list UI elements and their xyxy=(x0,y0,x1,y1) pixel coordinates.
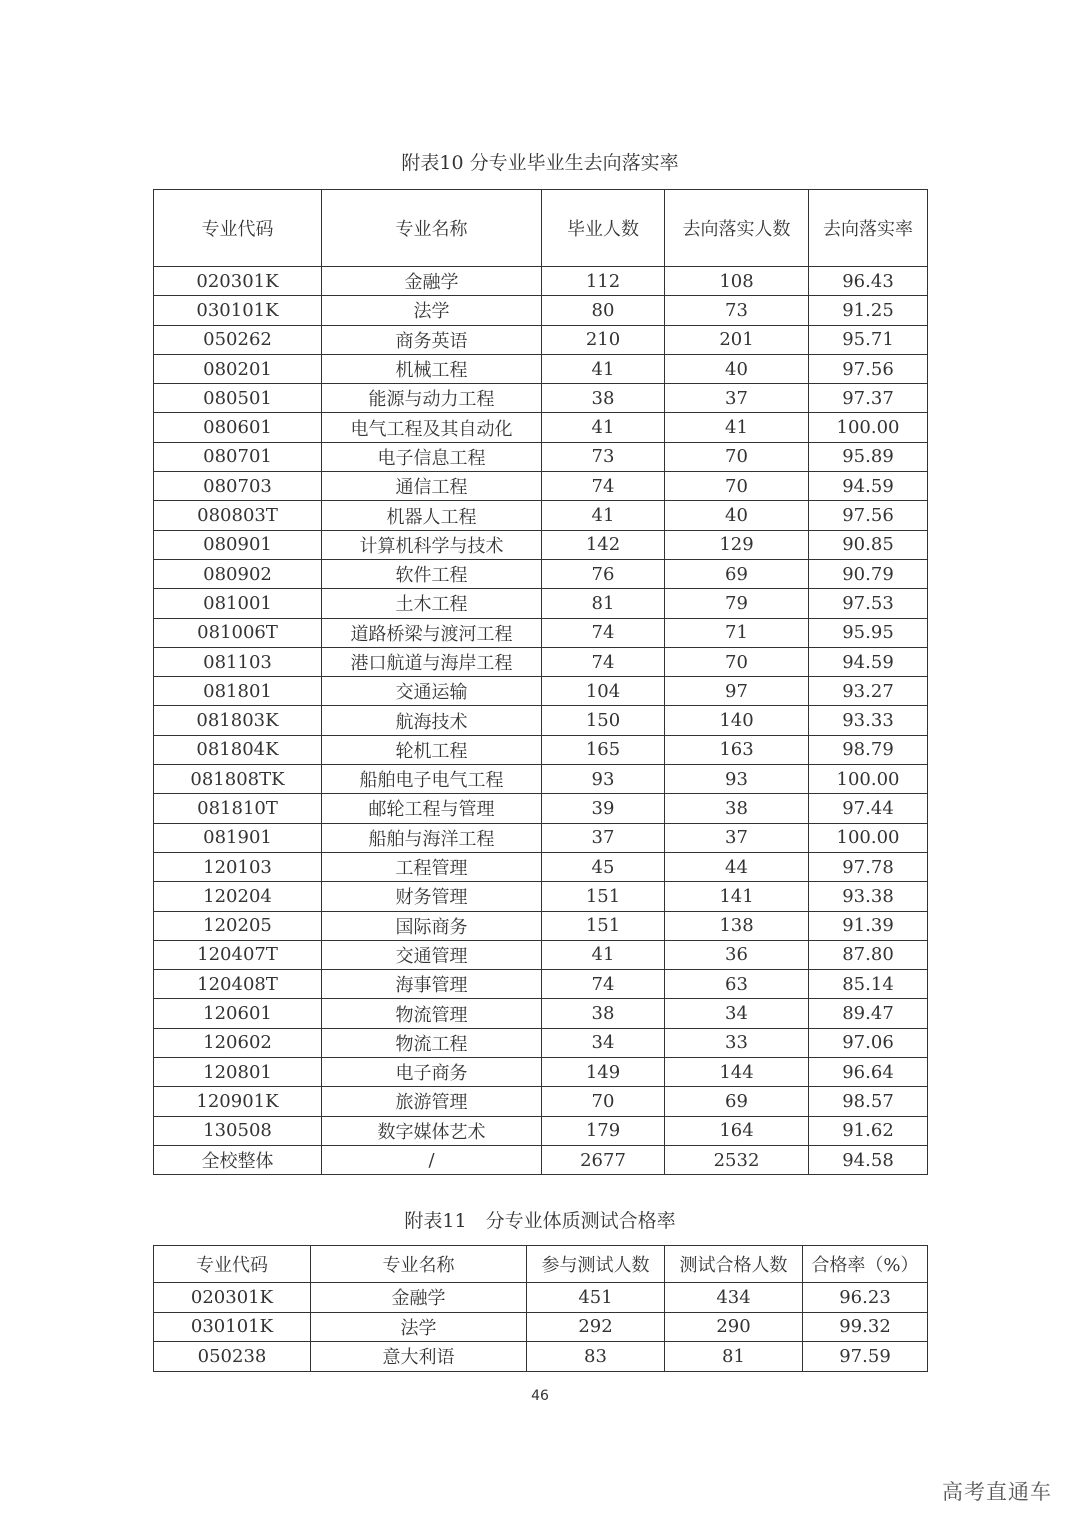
cell-rate: 90.79 xyxy=(809,559,928,588)
cell-count-b: 36 xyxy=(665,940,809,969)
cell-count-a: 2677 xyxy=(542,1145,665,1174)
cell-count-b: 33 xyxy=(665,1028,809,1057)
cell-rate: 97.78 xyxy=(809,852,928,881)
table-row xyxy=(154,325,928,354)
cell-major-code: 081001 xyxy=(154,589,322,618)
cell-major-code: 080803T xyxy=(154,501,322,530)
cell-count-a: 41 xyxy=(542,940,665,969)
table-row xyxy=(154,852,928,881)
cell-count-b: 141 xyxy=(665,882,809,911)
cell-major-code: 120901K xyxy=(154,1087,322,1116)
cell-major-code: 120408T xyxy=(154,970,322,999)
cell-major-name: 交通管理 xyxy=(322,940,542,969)
cell-major-code: 120103 xyxy=(154,852,322,881)
table-row xyxy=(154,384,928,413)
cell-count-a: 74 xyxy=(542,970,665,999)
cell-rate: 90.85 xyxy=(809,530,928,559)
cell-count-a: 151 xyxy=(542,911,665,940)
cell-rate: 100.00 xyxy=(809,765,928,794)
cell-rate: 91.39 xyxy=(809,911,928,940)
cell-count-b: 70 xyxy=(665,442,809,471)
table-row xyxy=(154,354,928,383)
table-row xyxy=(154,882,928,911)
cell-count-b: 44 xyxy=(665,852,809,881)
cell-count-b: 144 xyxy=(665,1058,809,1087)
table-row xyxy=(154,677,928,706)
cell-count-b: 93 xyxy=(665,765,809,794)
cell-rate: 93.33 xyxy=(809,706,928,735)
cell-rate: 93.27 xyxy=(809,677,928,706)
cell-count-a: 292 xyxy=(527,1312,665,1342)
table-row xyxy=(154,559,928,588)
cell-major-name: 软件工程 xyxy=(322,559,542,588)
table-row xyxy=(154,1028,928,1057)
cell-count-a: 93 xyxy=(542,765,665,794)
cell-count-a: 451 xyxy=(527,1283,665,1313)
cell-count-a: 45 xyxy=(542,852,665,881)
cell-major-code: 080501 xyxy=(154,384,322,413)
cell-count-a: 41 xyxy=(542,413,665,442)
cell-major-name: 轮机工程 xyxy=(322,735,542,764)
cell-major-code: 120601 xyxy=(154,999,322,1028)
cell-major-name: 道路桥梁与渡河工程 xyxy=(322,618,542,647)
cell-rate: 96.64 xyxy=(809,1058,928,1087)
table-row xyxy=(154,501,928,530)
header-major-name: 专业名称 xyxy=(311,1246,527,1283)
cell-count-a: 149 xyxy=(542,1058,665,1087)
cell-major-name: 电子商务 xyxy=(322,1058,542,1087)
cell-count-a: 37 xyxy=(542,823,665,852)
cell-count-b: 70 xyxy=(665,472,809,501)
cell-major-name: 计算机科学与技术 xyxy=(322,530,542,559)
cell-count-a: 70 xyxy=(542,1087,665,1116)
cell-major-code: 081103 xyxy=(154,647,322,676)
cell-rate: 96.43 xyxy=(809,267,928,296)
cell-count-a: 74 xyxy=(542,618,665,647)
cell-count-b: 34 xyxy=(665,999,809,1028)
cell-count-a: 34 xyxy=(542,1028,665,1057)
cell-rate: 97.53 xyxy=(809,589,928,618)
cell-count-b: 201 xyxy=(665,325,809,354)
header-major-code: 专业代码 xyxy=(154,1246,311,1283)
cell-major-code: 081804K xyxy=(154,735,322,764)
cell-major-name: 电气工程及其自动化 xyxy=(322,413,542,442)
cell-count-a: 112 xyxy=(542,267,665,296)
cell-count-a: 76 xyxy=(542,559,665,588)
cell-rate: 87.80 xyxy=(809,940,928,969)
cell-count-a: 165 xyxy=(542,735,665,764)
cell-major-name: 通信工程 xyxy=(322,472,542,501)
cell-count-b: 40 xyxy=(665,501,809,530)
cell-major-code: 120602 xyxy=(154,1028,322,1057)
cell-count-a: 41 xyxy=(542,501,665,530)
cell-count-b: 140 xyxy=(665,706,809,735)
cell-rate: 97.44 xyxy=(809,794,928,823)
table-row xyxy=(154,589,928,618)
cell-major-name: 法学 xyxy=(311,1312,527,1342)
header-placement-rate: 去向落实率 xyxy=(809,190,928,267)
cell-major-code: 080601 xyxy=(154,413,322,442)
table-row xyxy=(154,911,928,940)
cell-major-code: 120801 xyxy=(154,1058,322,1087)
cell-count-b: 71 xyxy=(665,618,809,647)
table10-caption: 附表10 分专业毕业生去向落实率 xyxy=(401,152,679,174)
cell-major-code: 081801 xyxy=(154,677,322,706)
cell-count-b: 290 xyxy=(665,1312,803,1342)
cell-major-name: 能源与动力工程 xyxy=(322,384,542,413)
table-row xyxy=(154,296,928,325)
cell-major-name: 金融学 xyxy=(311,1283,527,1313)
cell-major-name: 金融学 xyxy=(322,267,542,296)
table-row xyxy=(154,765,928,794)
cell-count-b: 63 xyxy=(665,970,809,999)
cell-rate: 95.89 xyxy=(809,442,928,471)
cell-major-name: 财务管理 xyxy=(322,882,542,911)
cell-major-name: 机器人工程 xyxy=(322,501,542,530)
header-graduates: 毕业人数 xyxy=(542,190,665,267)
cell-count-a: 38 xyxy=(542,384,665,413)
table-row xyxy=(154,1058,928,1087)
cell-major-code: 081006T xyxy=(154,618,322,647)
cell-rate: 95.95 xyxy=(809,618,928,647)
cell-major-name: 土木工程 xyxy=(322,589,542,618)
table11-body xyxy=(154,1283,928,1372)
cell-major-code: 080901 xyxy=(154,530,322,559)
table10-header-row xyxy=(154,190,928,267)
cell-count-b: 163 xyxy=(665,735,809,764)
cell-count-b: 138 xyxy=(665,911,809,940)
cell-rate: 85.14 xyxy=(809,970,928,999)
cell-major-name: / xyxy=(322,1145,542,1174)
cell-major-name: 船舶电子电气工程 xyxy=(322,765,542,794)
cell-major-name: 工程管理 xyxy=(322,852,542,881)
table10-body xyxy=(154,267,928,1175)
cell-count-a: 41 xyxy=(542,354,665,383)
cell-count-a: 81 xyxy=(542,589,665,618)
header-major-name: 专业名称 xyxy=(322,190,542,267)
table11-header-row xyxy=(154,1246,928,1283)
cell-major-code: 020301K xyxy=(154,1283,311,1313)
cell-count-b: 41 xyxy=(665,413,809,442)
cell-rate: 100.00 xyxy=(809,413,928,442)
cell-rate: 96.23 xyxy=(803,1283,928,1313)
cell-count-b: 81 xyxy=(665,1342,803,1372)
cell-count-b: 69 xyxy=(665,1087,809,1116)
table-row xyxy=(154,472,928,501)
table-row xyxy=(154,970,928,999)
cell-rate: 91.25 xyxy=(809,296,928,325)
cell-count-b: 69 xyxy=(665,559,809,588)
cell-major-name: 船舶与海洋工程 xyxy=(322,823,542,852)
cell-major-code: 130508 xyxy=(154,1116,322,1145)
cell-count-b: 40 xyxy=(665,354,809,383)
cell-count-a: 150 xyxy=(542,706,665,735)
cell-rate: 97.56 xyxy=(809,501,928,530)
cell-major-code: 020301K xyxy=(154,267,322,296)
table-row xyxy=(154,1116,928,1145)
cell-count-a: 179 xyxy=(542,1116,665,1145)
header-passed: 测试合格人数 xyxy=(665,1246,803,1283)
table-row xyxy=(154,530,928,559)
cell-rate: 97.59 xyxy=(803,1342,928,1372)
cell-count-a: 210 xyxy=(542,325,665,354)
cell-major-code: 030101K xyxy=(154,1312,311,1342)
table-row xyxy=(154,1087,928,1116)
cell-rate: 94.59 xyxy=(809,472,928,501)
table10-graduate-placement xyxy=(153,189,928,1175)
watermark: 高考直通车 xyxy=(942,1480,1052,1504)
cell-rate: 97.56 xyxy=(809,354,928,383)
cell-count-b: 164 xyxy=(665,1116,809,1145)
cell-count-a: 74 xyxy=(542,472,665,501)
cell-count-a: 151 xyxy=(542,882,665,911)
cell-major-code: 080902 xyxy=(154,559,322,588)
cell-rate: 97.37 xyxy=(809,384,928,413)
cell-rate: 93.38 xyxy=(809,882,928,911)
table-row xyxy=(154,794,928,823)
cell-major-code: 030101K xyxy=(154,296,322,325)
table-row xyxy=(154,1312,928,1342)
cell-count-a: 104 xyxy=(542,677,665,706)
cell-major-code: 050238 xyxy=(154,1342,311,1372)
header-major-code: 专业代码 xyxy=(154,190,322,267)
cell-major-code: 120204 xyxy=(154,882,322,911)
cell-major-name: 商务英语 xyxy=(322,325,542,354)
table-row xyxy=(154,706,928,735)
table-row xyxy=(154,442,928,471)
cell-major-name: 国际商务 xyxy=(322,911,542,940)
cell-major-name: 旅游管理 xyxy=(322,1087,542,1116)
cell-count-b: 79 xyxy=(665,589,809,618)
cell-major-name: 航海技术 xyxy=(322,706,542,735)
table-row xyxy=(154,1145,928,1174)
cell-count-a: 73 xyxy=(542,442,665,471)
cell-rate: 91.62 xyxy=(809,1116,928,1145)
table-row xyxy=(154,618,928,647)
cell-major-name: 物流管理 xyxy=(322,999,542,1028)
cell-major-name: 法学 xyxy=(322,296,542,325)
table-row xyxy=(154,735,928,764)
cell-major-code: 081808TK xyxy=(154,765,322,794)
cell-count-a: 83 xyxy=(527,1342,665,1372)
header-placed: 去向落实人数 xyxy=(665,190,809,267)
header-tested: 参与测试人数 xyxy=(527,1246,665,1283)
cell-count-b: 73 xyxy=(665,296,809,325)
cell-rate: 89.47 xyxy=(809,999,928,1028)
table-row xyxy=(154,267,928,296)
cell-rate: 97.06 xyxy=(809,1028,928,1057)
table11-fitness-pass-rate xyxy=(153,1245,928,1372)
cell-count-b: 129 xyxy=(665,530,809,559)
cell-count-b: 37 xyxy=(665,823,809,852)
cell-major-name: 意大利语 xyxy=(311,1342,527,1372)
cell-major-name: 海事管理 xyxy=(322,970,542,999)
cell-major-code: 080701 xyxy=(154,442,322,471)
cell-count-a: 74 xyxy=(542,647,665,676)
table-row xyxy=(154,1283,928,1313)
cell-count-a: 38 xyxy=(542,999,665,1028)
cell-major-code: 050262 xyxy=(154,325,322,354)
cell-major-code: 全校整体 xyxy=(154,1145,322,1174)
cell-major-name: 机械工程 xyxy=(322,354,542,383)
cell-major-code: 081810T xyxy=(154,794,322,823)
cell-major-name: 数字媒体艺术 xyxy=(322,1116,542,1145)
cell-rate: 98.57 xyxy=(809,1087,928,1116)
cell-count-b: 2532 xyxy=(665,1145,809,1174)
table-row xyxy=(154,940,928,969)
header-pass-rate: 合格率（%） xyxy=(803,1246,928,1283)
cell-count-b: 37 xyxy=(665,384,809,413)
cell-count-b: 70 xyxy=(665,647,809,676)
table-row xyxy=(154,823,928,852)
cell-major-code: 080201 xyxy=(154,354,322,383)
table11-caption: 附表11 分专业体质测试合格率 xyxy=(404,1210,676,1232)
page-number: 46 xyxy=(531,1388,549,1404)
table-row xyxy=(154,413,928,442)
cell-count-a: 80 xyxy=(542,296,665,325)
cell-rate: 99.32 xyxy=(803,1312,928,1342)
cell-major-name: 电子信息工程 xyxy=(322,442,542,471)
cell-major-code: 080703 xyxy=(154,472,322,501)
cell-major-name: 邮轮工程与管理 xyxy=(322,794,542,823)
cell-major-code: 081901 xyxy=(154,823,322,852)
cell-major-name: 港口航道与海岸工程 xyxy=(322,647,542,676)
cell-major-name: 交通运输 xyxy=(322,677,542,706)
cell-count-a: 142 xyxy=(542,530,665,559)
cell-count-b: 434 xyxy=(665,1283,803,1313)
cell-major-code: 120205 xyxy=(154,911,322,940)
cell-major-code: 120407T xyxy=(154,940,322,969)
cell-rate: 98.79 xyxy=(809,735,928,764)
table-row xyxy=(154,647,928,676)
cell-rate: 94.58 xyxy=(809,1145,928,1174)
cell-major-code: 081803K xyxy=(154,706,322,735)
cell-count-a: 39 xyxy=(542,794,665,823)
cell-rate: 95.71 xyxy=(809,325,928,354)
cell-rate: 94.59 xyxy=(809,647,928,676)
cell-count-b: 108 xyxy=(665,267,809,296)
cell-count-b: 38 xyxy=(665,794,809,823)
table-row xyxy=(154,1342,928,1372)
cell-major-name: 物流工程 xyxy=(322,1028,542,1057)
cell-rate: 100.00 xyxy=(809,823,928,852)
table-row xyxy=(154,999,928,1028)
cell-count-b: 97 xyxy=(665,677,809,706)
